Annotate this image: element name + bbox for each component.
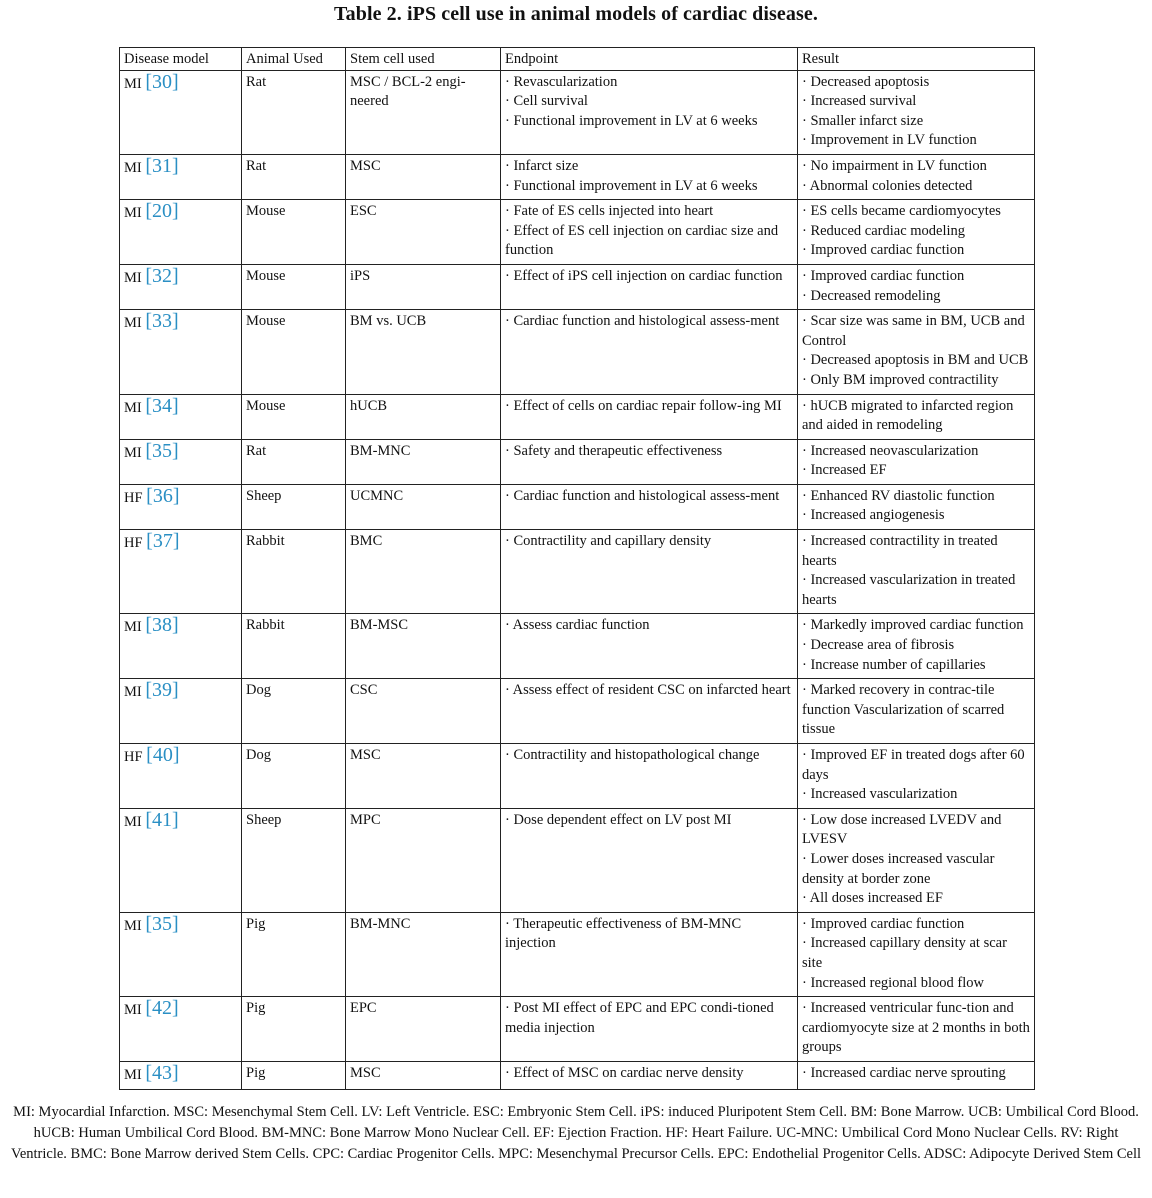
result-item: · Lower doses increased vascular density at border zone — [802, 850, 995, 887]
result-item: · Only BM improved contractility — [802, 371, 999, 388]
stem-cell-cell: BM vs. UCB — [346, 310, 501, 394]
stem-cell-cell: MSC — [346, 1061, 501, 1089]
stem-cell-cell: ESC — [346, 200, 501, 265]
result-item: · Increased capillary density at scar site — [802, 935, 1007, 971]
disease-model-cell — [120, 997, 242, 1062]
endpoint-cell — [501, 679, 798, 744]
header-endpoint: Endpoint — [501, 48, 798, 71]
disease-model: HF — [124, 489, 143, 506]
disease-model-cell — [120, 264, 242, 309]
endpoint-cell — [501, 530, 798, 614]
result-cell — [798, 614, 1035, 679]
animal-cell: Mouse — [242, 264, 346, 309]
table-row — [120, 484, 1035, 529]
result-item: · Enhanced RV diastolic function — [802, 487, 995, 504]
result-item: · Increased EF — [802, 462, 887, 479]
endpoint-cell — [501, 808, 798, 912]
table-row — [120, 530, 1035, 614]
reference-link[interactable]: [32] — [145, 264, 179, 287]
endpoint-cell — [501, 310, 798, 394]
result-item: · Reduced cardiac modeling — [802, 222, 966, 239]
endpoint-item: · Contractility and histopathological change — [505, 747, 760, 763]
disease-model-cell — [120, 394, 242, 439]
reference-link[interactable]: [31] — [145, 154, 179, 177]
stem-cell-cell: BM-MNC — [346, 912, 501, 996]
endpoint-item: · Fate of ES cells injected into heart — [505, 203, 714, 220]
disease-model: MI — [124, 315, 142, 332]
disease-model-cell — [120, 679, 242, 744]
table-row — [120, 1061, 1035, 1089]
endpoint-item: · Cardiac function and histological assess-ment — [505, 487, 780, 504]
endpoint-cell — [501, 439, 798, 484]
table-row — [120, 912, 1035, 996]
header-stem-cell-used: Stem cell used — [346, 48, 501, 71]
endpoint-cell — [501, 394, 798, 439]
result-item: · Increase number of capillaries — [802, 656, 986, 673]
result-cell — [798, 997, 1035, 1062]
endpoint-cell — [501, 912, 798, 996]
result-item: · Increased cardiac nerve sprouting — [802, 1064, 1006, 1081]
animal-cell: Sheep — [242, 808, 346, 912]
result-item: · Improved cardiac function — [802, 915, 965, 932]
result-item: · Increased regional blood flow — [802, 974, 984, 991]
reference-link[interactable]: [36] — [146, 484, 180, 507]
animal-cell: Mouse — [242, 310, 346, 394]
result-item: · Improved cardiac function — [802, 267, 965, 284]
result-item: · Decreased apoptosis — [802, 73, 930, 90]
result-cell — [798, 912, 1035, 996]
endpoint-cell — [501, 200, 798, 265]
reference-link[interactable]: [43] — [145, 1061, 179, 1084]
endpoint-cell — [501, 264, 798, 309]
disease-model-cell — [120, 744, 242, 809]
result-item: · Improved EF in treated dogs after 60 days — [802, 747, 1025, 783]
endpoint-cell — [501, 744, 798, 809]
result-cell — [798, 530, 1035, 614]
data-table — [119, 47, 1035, 1090]
endpoint-item: · Therapeutic effectiveness of BM-MNC injection — [505, 915, 742, 952]
disease-model: MI — [124, 917, 142, 934]
disease-model: HF — [124, 535, 143, 552]
result-item: · Increased ventricular func-tion and cardiomyocyte size at 2 months in both groups — [802, 1000, 1030, 1056]
result-item: · Increased angiogenesis — [802, 507, 945, 524]
result-item: · Increased contractility in treated hearts — [802, 533, 998, 569]
table-row — [120, 200, 1035, 265]
endpoint-item: · Infarct size — [505, 157, 579, 174]
disease-model: MI — [124, 75, 142, 92]
disease-model: MI — [124, 1066, 142, 1083]
reference-link[interactable]: [35] — [145, 912, 179, 935]
stem-cell-cell: UCMNC — [346, 484, 501, 529]
reference-link[interactable]: [35] — [145, 439, 179, 462]
stem-cell-cell: hUCB — [346, 394, 501, 439]
table-row — [120, 70, 1035, 154]
endpoint-item: · Effect of ES cell injection on cardiac size and function — [505, 222, 779, 259]
reference-link[interactable]: [39] — [145, 679, 179, 702]
stem-cell-cell: MSC — [346, 744, 501, 809]
animal-cell: Rat — [242, 70, 346, 154]
endpoint-cell — [501, 614, 798, 679]
endpoint-item: · Cardiac function and histological assess-ment — [505, 313, 780, 330]
result-item: · Markedly improved cardiac function — [802, 617, 1024, 634]
table-row — [120, 310, 1035, 394]
result-item: · Decreased apoptosis in BM and UCB — [802, 352, 1029, 369]
stem-cell-cell: MPC — [346, 808, 501, 912]
result-item: · Decrease area of fibrosis — [802, 637, 955, 654]
animal-cell: Rabbit — [242, 614, 346, 679]
endpoint-item: · Dose dependent effect on LV post MI — [505, 811, 732, 828]
stem-cell-cell: BM-MSC — [346, 614, 501, 679]
reference-link[interactable]: [42] — [145, 997, 179, 1020]
disease-model-cell — [120, 70, 242, 154]
reference-link[interactable]: [30] — [145, 70, 179, 93]
stem-cell-cell: BMC — [346, 530, 501, 614]
result-item: · Increased survival — [802, 93, 917, 110]
disease-model-cell — [120, 1061, 242, 1089]
reference-link[interactable]: [34] — [145, 394, 179, 417]
endpoint-cell — [501, 70, 798, 154]
result-cell — [798, 744, 1035, 809]
result-cell — [798, 808, 1035, 912]
endpoint-item: · Cell survival — [505, 93, 588, 110]
disease-model: MI — [124, 269, 142, 286]
reference-link[interactable]: [40] — [146, 744, 180, 766]
disease-model: MI — [124, 444, 142, 461]
disease-model: MI — [124, 159, 142, 176]
table-footnote: MI: Myocardial Infarction. MSC: Mesenchymal Stem Cell. LV: Left Ventricle. ESC: Embryonic Stem Cell. iPS: induced Pluripotent Stem Cell. BM: Bone Marrow. UCB: Umbilical Cord Blood. hUCB: Human Umbilical Cord Blood. BM-MNC: Bone Marrow Mono Nuclear Cell. EF: Ejection Fraction. HF: Heart Failure. UC-MNC: Umbilical Cord Mono Nuclear Cells. RV: Right Ventricle. BMC: Bone Marrow derived Stem Cells. CPC: Cardiac Progenitor Cells. MPC: Mesenchymal Precursor Cells. EPC: Endothelial Progenitor Cells. ADSC: Adipocyte Derived Stem Cell — [10, 1104, 1142, 1162]
disease-model: MI — [124, 684, 142, 701]
result-item: · Improved cardiac function — [802, 242, 965, 259]
endpoint-item: · Assess effect of resident CSC on infarcted heart — [505, 682, 791, 699]
endpoint-item: · Functional improvement in LV at 6 weeks — [505, 112, 758, 129]
disease-model-cell — [120, 310, 242, 394]
result-cell — [798, 394, 1035, 439]
reference-link[interactable]: [33] — [145, 310, 179, 333]
result-item: · No impairment in LV function — [802, 157, 987, 174]
disease-model: MI — [124, 399, 142, 416]
result-item: · Abnormal colonies detected — [802, 177, 973, 194]
disease-model-cell — [120, 808, 242, 912]
stem-cell-cell: iPS — [346, 264, 501, 309]
reference-link[interactable]: [20] — [145, 200, 179, 223]
disease-model-cell — [120, 439, 242, 484]
result-item: · Increased neovascularization — [802, 442, 979, 459]
result-item: · ES cells became cardiomyocytes — [802, 203, 1001, 220]
result-cell — [798, 439, 1035, 484]
disease-model-cell — [120, 912, 242, 996]
disease-model-cell — [120, 200, 242, 265]
table-row — [120, 154, 1035, 199]
animal-cell: Mouse — [242, 200, 346, 265]
animal-cell: Rat — [242, 154, 346, 199]
table-row — [120, 614, 1035, 679]
reference-link[interactable]: [37] — [146, 530, 180, 553]
animal-cell: Sheep — [242, 484, 346, 529]
result-item: · hUCB migrated to infarcted region and aided in remodeling — [802, 397, 1014, 434]
reference-link[interactable]: [38] — [145, 614, 179, 637]
result-cell — [798, 484, 1035, 529]
animal-cell: Dog — [242, 744, 346, 809]
animal-cell: Rat — [242, 439, 346, 484]
disease-model: MI — [124, 813, 142, 830]
animal-cell: Pig — [242, 912, 346, 996]
result-item: · Low dose increased LVEDV and LVESV — [802, 811, 1002, 848]
disease-model-cell — [120, 484, 242, 529]
header-row — [120, 48, 1035, 71]
endpoint-item: · Effect of MSC on cardiac nerve density — [505, 1064, 744, 1081]
table-row — [120, 808, 1035, 912]
endpoint-item: · Contractility and capillary density — [505, 533, 712, 550]
table-row — [120, 264, 1035, 309]
stem-cell-cell: EPC — [346, 997, 501, 1062]
header-animal-used: Animal Used — [242, 48, 346, 71]
stem-cell-cell: MSC / BCL-2 engi-neered — [346, 70, 501, 154]
reference-link[interactable]: [41] — [145, 808, 179, 831]
header-disease-model: Disease model — [120, 48, 242, 71]
table-row — [120, 997, 1035, 1062]
result-cell — [798, 70, 1035, 154]
table-row — [120, 679, 1035, 744]
disease-model: MI — [124, 1002, 142, 1019]
animal-cell: Dog — [242, 679, 346, 744]
table-title: Table 2. iPS cell use in animal models of cardiac disease. — [334, 3, 818, 25]
result-item: · Smaller infarct size — [802, 112, 924, 129]
endpoint-item: · Safety and therapeutic effectiveness — [505, 442, 723, 459]
result-cell — [798, 310, 1035, 394]
result-cell — [798, 154, 1035, 199]
disease-model-cell — [120, 530, 242, 614]
result-cell — [798, 200, 1035, 265]
endpoint-item: · Assess cardiac function — [505, 617, 650, 634]
endpoint-item: · Effect of iPS cell injection on cardiac function — [505, 267, 783, 284]
result-item: · Decreased remodeling — [802, 287, 941, 304]
animal-cell: Pig — [242, 1061, 346, 1089]
result-cell — [798, 1061, 1035, 1089]
animal-cell: Rabbit — [242, 530, 346, 614]
disease-model: MI — [124, 205, 142, 222]
stem-cell-cell: BM-MNC — [346, 439, 501, 484]
animal-cell: Pig — [242, 997, 346, 1062]
disease-model: MI — [124, 619, 142, 636]
endpoint-cell — [501, 997, 798, 1062]
result-item: · Increased vascularization in treated hearts — [802, 572, 1016, 608]
result-item: · Scar size was same in BM, UCB and Control — [802, 313, 1025, 349]
table-row — [120, 744, 1035, 809]
endpoint-cell — [501, 484, 798, 529]
table-row — [120, 439, 1035, 484]
table-body — [120, 70, 1035, 1089]
result-cell — [798, 679, 1035, 744]
result-item: · Marked recovery in contrac-tile function Vascularization of scarred tissue — [802, 682, 1005, 738]
endpoint-item: · Revascularization — [505, 73, 618, 90]
endpoint-item: · Effect of cells on cardiac repair follow-ing MI — [505, 397, 782, 414]
header-result: Result — [798, 48, 1035, 71]
result-item: · Increased vascularization — [802, 786, 958, 803]
result-item: · All doses increased EF — [802, 890, 943, 907]
disease-model-cell — [120, 614, 242, 679]
result-item: · Improvement in LV function — [802, 132, 977, 149]
disease-model: HF — [124, 749, 143, 765]
endpoint-item: · Post MI effect of EPC and EPC condi-tioned media injection — [505, 1000, 774, 1036]
result-cell — [798, 264, 1035, 309]
endpoint-cell — [501, 154, 798, 199]
table-row — [120, 394, 1035, 439]
stem-cell-cell: CSC — [346, 679, 501, 744]
stem-cell-cell: MSC — [346, 154, 501, 199]
endpoint-item: · Functional improvement in LV at 6 weeks — [505, 177, 758, 194]
animal-cell: Mouse — [242, 394, 346, 439]
disease-model-cell — [120, 154, 242, 199]
endpoint-cell — [501, 1061, 798, 1089]
